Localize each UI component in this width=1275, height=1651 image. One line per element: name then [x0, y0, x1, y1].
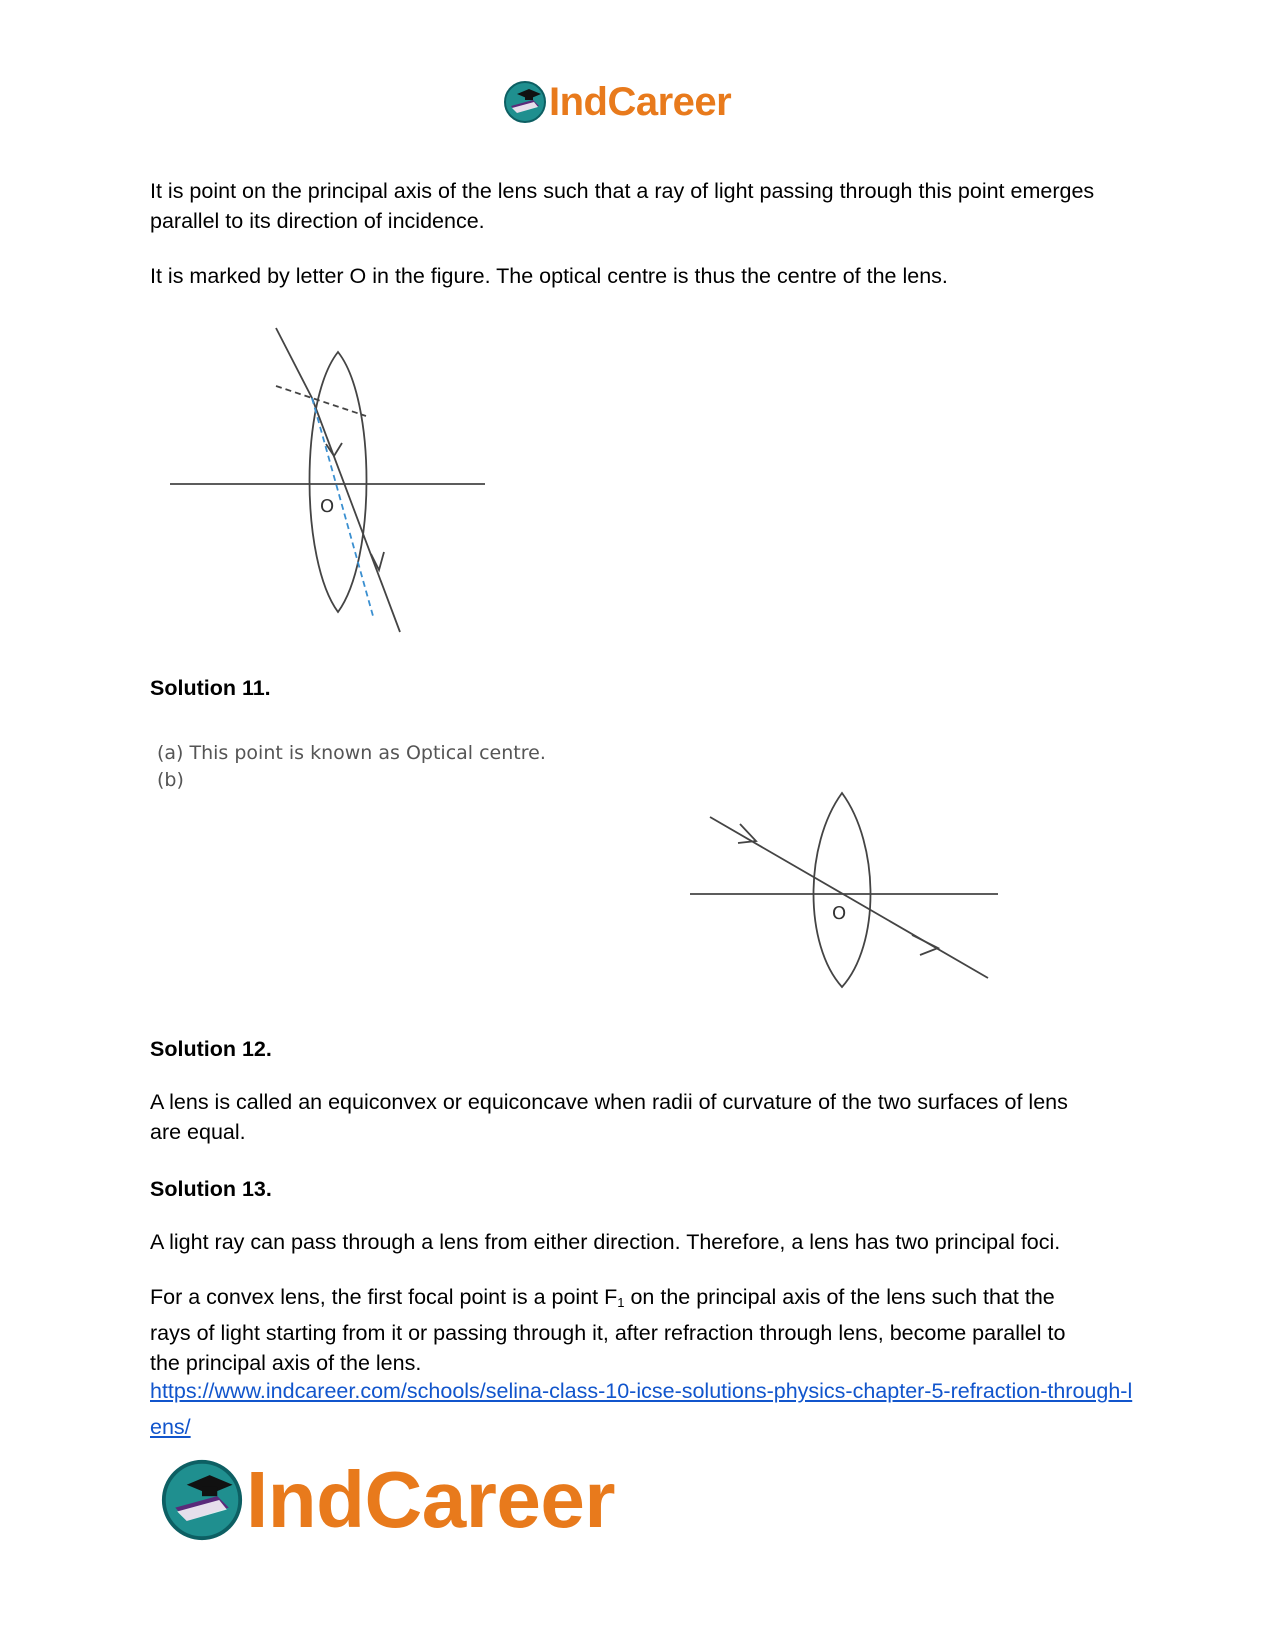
solution-13-text-1: A light ray can pass through a lens from either direction. Therefore, a lens has two principal foci. — [150, 1230, 1061, 1254]
footer-logo-text: IndCareer — [246, 1455, 615, 1544]
source-link[interactable]: https://www.indcareer.com/schools/selina-class-10-icse-solutions-physics-chapter-5-refraction-through-lens/ — [150, 1379, 1133, 1439]
header-logo — [503, 76, 731, 128]
solution-13-text-2 — [150, 1282, 1100, 1378]
solution-13-heading: Solution 13. — [150, 1177, 272, 1201]
solution-11-heading: Solution 11. — [150, 676, 271, 700]
arrow-head-1 — [738, 824, 756, 843]
paragraph-1: It is point on the principal axis of the lens such that a ray of light passing through this point emerges parallel to its direction of incidence. — [150, 179, 1095, 233]
solution-12-text: A lens is called an equiconvex or equiconcave when radii of curvature of the two surfaces of lens are equal. — [150, 1090, 1068, 1144]
text-part: For a convex lens, the first focal point is a point F — [150, 1285, 618, 1309]
book-cap-globe-icon — [160, 1458, 244, 1542]
lens-outline — [310, 352, 367, 612]
solution-11-part-a: (a) This point is known as Optical centre. — [157, 742, 546, 764]
arrow-head-2 — [912, 935, 938, 955]
figure-optical-centre-2 — [680, 785, 1020, 1000]
optical-centre-label: O — [832, 903, 847, 924]
solution-11-part-b: (b) — [157, 769, 184, 791]
footer-logo — [160, 1452, 615, 1548]
header-logo-text: IndCareer — [549, 79, 732, 124]
text-part: on the principal axis of the lens such that the rays of light starting from it or passing through it, after refraction through lens, become parallel to the principal axis of the lens. — [150, 1285, 1066, 1375]
solution-12-heading: Solution 12. — [150, 1037, 272, 1061]
optical-centre-label: O — [320, 496, 335, 517]
lens-outline — [814, 793, 871, 987]
subscript: 1 — [617, 1295, 625, 1310]
paragraph-2: It is marked by letter O in the figure. The optical centre is thus the centre of the lens. — [150, 264, 948, 288]
book-cap-globe-icon — [503, 80, 547, 124]
figure-optical-centre-1 — [160, 320, 500, 640]
